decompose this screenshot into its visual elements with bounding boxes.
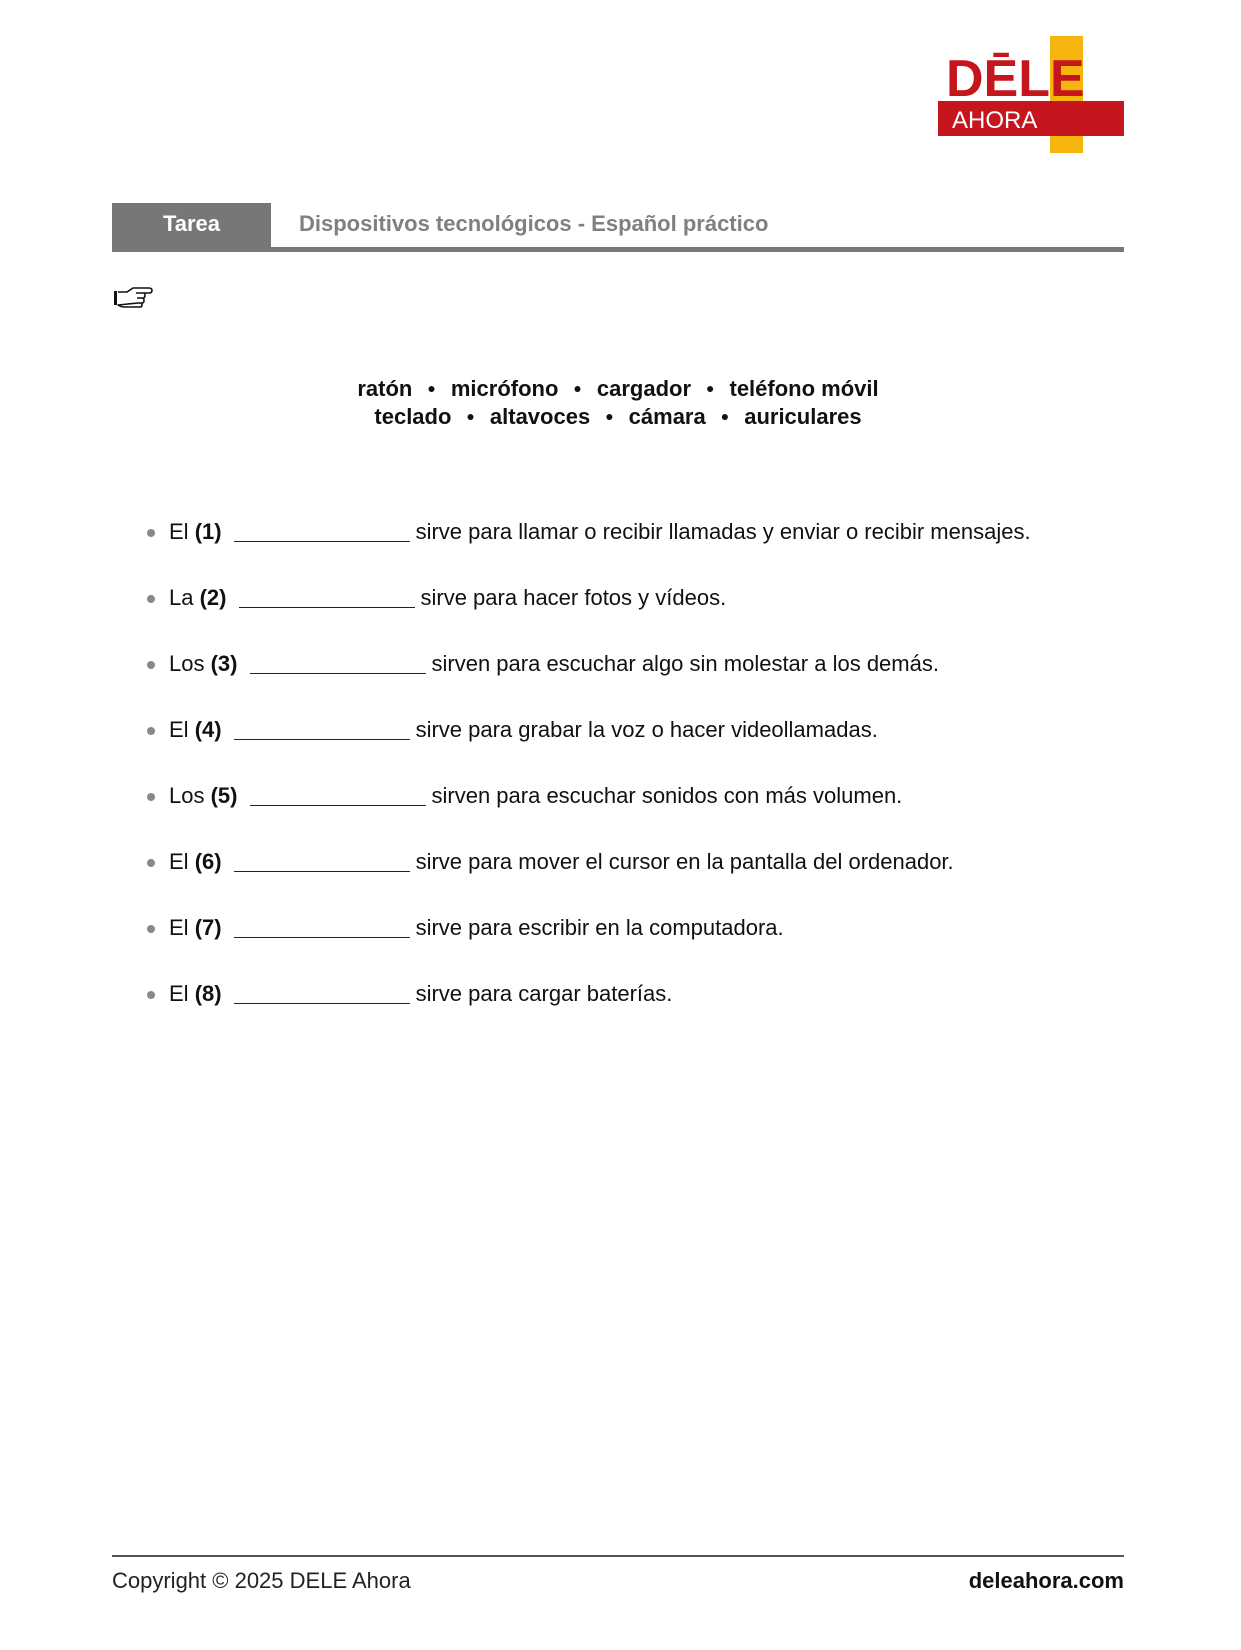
answer-blank[interactable] (250, 651, 426, 674)
item-article: El (169, 915, 189, 940)
word-bank-word: cargador (596, 376, 692, 401)
dele-ahora-logo (938, 36, 1124, 154)
footer-site-link[interactable]: deleahora.com (968, 1568, 1124, 1593)
item-number: (4) (194, 717, 222, 742)
exercise-list (140, 516, 1124, 1044)
task-header-rule (112, 247, 1124, 252)
logo-sub-text: AHORA (952, 107, 1038, 134)
item-article: Los (169, 783, 205, 808)
list-item (140, 846, 1124, 912)
word-separator: ● (720, 408, 730, 424)
answer-blank[interactable] (234, 981, 410, 1004)
list-item (140, 780, 1124, 846)
footer-divider (112, 1555, 1124, 1557)
bullet-icon (147, 793, 155, 801)
logo-brand-text: DĒLE (946, 50, 1085, 108)
word-bank-word: auriculares (744, 404, 862, 429)
answer-blank[interactable] (239, 585, 415, 608)
pointing-hand-icon (113, 282, 153, 314)
item-number: (7) (194, 915, 222, 940)
list-item (140, 714, 1124, 780)
item-text: sirve para escribir en la computadora. (415, 915, 784, 940)
item-text: sirve para mover el cursor en la pantalla del ordenador. (415, 849, 954, 874)
item-article: El (169, 981, 189, 1006)
word-separator: ● (706, 380, 715, 396)
bullet-icon (147, 859, 155, 867)
list-item (140, 978, 1124, 1044)
item-number: (6) (194, 849, 222, 874)
word-bank-word: ratón (357, 376, 413, 401)
item-number: (8) (194, 981, 222, 1006)
item-text: sirve para llamar o recibir llamadas y enviar o recibir mensajes. (415, 519, 1031, 544)
bullet-icon (147, 595, 155, 603)
footer-copyright: Copyright © 2025 DELE Ahora (112, 1568, 411, 1593)
item-number: (3) (210, 651, 238, 676)
word-separator: ● (427, 380, 436, 396)
answer-blank[interactable] (250, 783, 426, 806)
task-title: Dispositivos tecnológicos - Español práctico (299, 211, 769, 236)
word-bank-word: altavoces (489, 404, 591, 429)
list-item (140, 912, 1124, 978)
word-bank-word: teclado (374, 404, 452, 429)
bullet-icon (147, 925, 155, 933)
list-item (140, 582, 1124, 648)
list-item (140, 648, 1124, 714)
word-bank-word: cámara (628, 404, 706, 429)
item-number: (2) (199, 585, 227, 610)
word-bank-word: micrófono (450, 376, 559, 401)
task-label: Tarea (112, 203, 271, 249)
word-separator: ● (605, 408, 614, 424)
bullet-icon (147, 991, 155, 999)
bullet-icon (147, 529, 155, 537)
item-number: (1) (194, 519, 222, 544)
item-article: El (169, 519, 189, 544)
answer-blank[interactable] (234, 915, 410, 938)
item-number: (5) (210, 783, 238, 808)
item-article: La (169, 585, 194, 610)
item-text: sirve para grabar la voz o hacer videollamadas. (415, 717, 878, 742)
word-bank-row-2 (112, 402, 1124, 431)
word-separator: ● (573, 380, 582, 396)
answer-blank[interactable] (234, 519, 410, 542)
answer-blank[interactable] (234, 717, 410, 740)
word-bank-word: teléfono móvil (729, 376, 879, 401)
item-text: sirve para hacer fotos y vídeos. (420, 585, 727, 610)
task-header (112, 203, 1124, 252)
item-text: sirven para escuchar algo sin molestar a los demás. (431, 651, 939, 676)
answer-blank[interactable] (234, 849, 410, 872)
item-article: Los (169, 651, 205, 676)
word-bank-row-1 (112, 374, 1124, 403)
bullet-icon (147, 727, 155, 735)
item-article: El (169, 717, 189, 742)
bullet-icon (147, 661, 155, 669)
word-separator: ● (466, 408, 475, 424)
item-article: El (169, 849, 189, 874)
item-text: sirven para escuchar sonidos con más volumen. (431, 783, 903, 808)
list-item (140, 516, 1124, 582)
item-text: sirve para cargar baterías. (415, 981, 673, 1006)
